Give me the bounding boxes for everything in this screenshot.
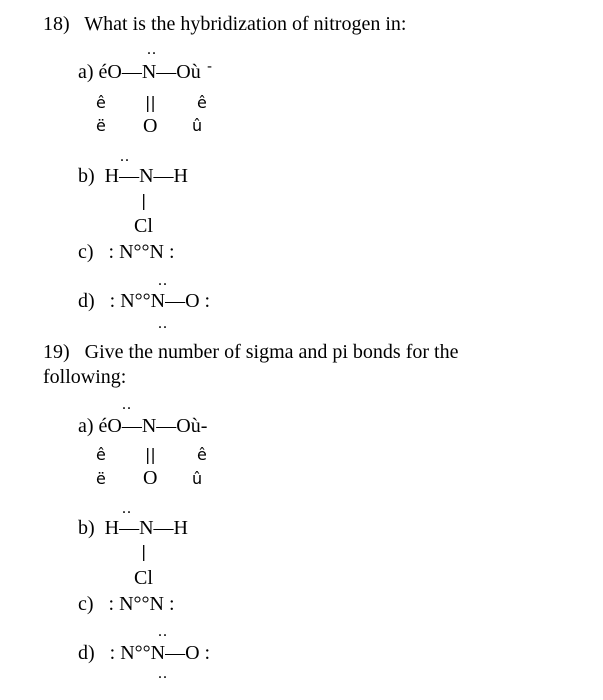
chlorine-atom: Cl <box>134 215 153 237</box>
charge-minus: - <box>207 59 213 75</box>
symbol-e-circumflex: ê <box>197 93 207 112</box>
symbol-e-circumflex: ê <box>96 93 106 112</box>
structure-a-formula: a) éO—N—Où- <box>78 415 208 437</box>
structure-b-formula: b) H—N—H <box>78 165 188 187</box>
lone-pair-dots: .. <box>120 148 130 165</box>
symbol-e-circumflex: ê <box>197 445 207 464</box>
symbol-e-circumflex: ê <box>96 445 106 464</box>
structure-b-formula: b) H—N—H <box>78 517 188 539</box>
single-bond: | <box>141 542 147 561</box>
structure-a-formula: a) éO—N—Où <box>78 61 201 83</box>
question-19-heading: 19) Give the number of sigma and pi bonds for the <box>43 341 459 363</box>
single-bond: | <box>141 191 147 210</box>
question-18-heading: 18) What is the hybridization of nitrogen in: <box>43 13 407 35</box>
symbol-e-diaeresis: ë <box>96 469 106 488</box>
double-bond: || <box>145 93 156 112</box>
symbol-u-circumflex: û <box>192 116 203 135</box>
symbol-u-circumflex: û <box>192 469 203 488</box>
symbol-e-diaeresis: ë <box>96 116 106 135</box>
lone-pair-dots: .. <box>122 396 132 413</box>
structure-d-formula: d) : N°°N—O : <box>78 290 211 312</box>
oxygen-atom: O <box>143 467 158 489</box>
structure-c-formula: c) : N°°N : <box>78 593 175 615</box>
structure-d-formula: d) : N°°N—O : <box>78 642 211 664</box>
lone-pair-dots: .. <box>147 41 157 58</box>
lone-pair-dots: .. <box>122 500 132 517</box>
question-19-heading-continued: following: <box>43 366 127 388</box>
oxygen-atom: O <box>143 115 158 137</box>
lone-pair-dots: .. <box>158 272 168 289</box>
lone-pair-dots: .. <box>158 665 168 682</box>
chlorine-atom: Cl <box>134 567 153 589</box>
double-bond: || <box>145 445 156 464</box>
structure-c-formula: c) : N°°N : <box>78 241 175 263</box>
lone-pair-dots: .. <box>158 623 168 640</box>
lone-pair-dots: .. <box>158 315 168 332</box>
